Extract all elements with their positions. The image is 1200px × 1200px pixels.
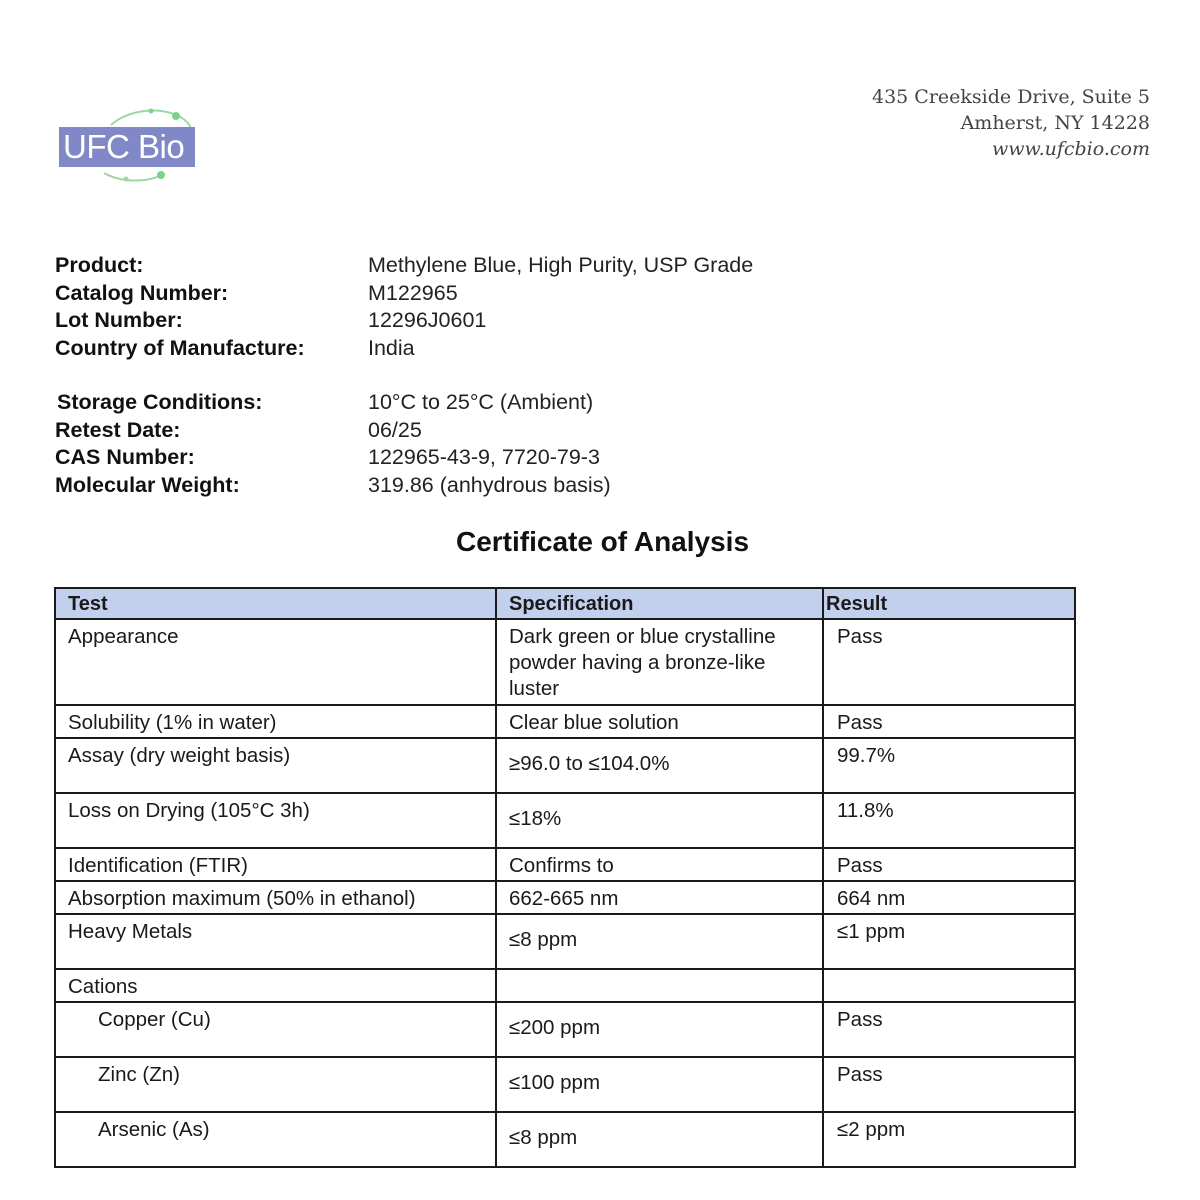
- info-value: 122965-43-9, 7720-79-3: [368, 445, 600, 469]
- result-cell: Pass: [823, 705, 1075, 738]
- info-row-product: [55, 252, 753, 280]
- result-cell: ≤2 ppm: [823, 1112, 1075, 1167]
- column-header-result: Result: [823, 588, 1075, 619]
- result-cell: Pass: [823, 848, 1075, 881]
- info-label: Catalog Number:: [55, 280, 229, 305]
- info-row-retest-date: [55, 417, 611, 445]
- test-cell: Arsenic (As): [55, 1112, 496, 1167]
- table-row: [55, 881, 1075, 914]
- result-cell: 11.8%: [823, 793, 1075, 848]
- info-label: Storage Conditions:: [57, 390, 263, 414]
- spec-cell: [496, 969, 823, 1002]
- info-label: Country of Manufacture:: [55, 335, 305, 360]
- test-cell: Absorption maximum (50% in ethanol): [55, 881, 496, 914]
- spec-cell: Confirms to: [496, 848, 823, 881]
- document-title: Certificate of Analysis: [455, 526, 750, 557]
- info-label: Molecular Weight:: [55, 472, 240, 497]
- info-label: Retest Date:: [55, 417, 181, 442]
- storage-info-block: [55, 389, 611, 499]
- test-cell: Zinc (Zn): [55, 1057, 496, 1112]
- table-row: [55, 738, 1075, 793]
- table-row: [55, 793, 1075, 848]
- table-row: [55, 1002, 1075, 1057]
- company-logo: [56, 105, 201, 185]
- info-label: CAS Number:: [55, 445, 195, 469]
- table-row: [55, 969, 1075, 1002]
- spec-cell: ≤8 ppm: [496, 914, 823, 969]
- result-cell: Pass: [823, 1002, 1075, 1057]
- info-value: India: [368, 335, 415, 360]
- result-cell: 664 nm: [823, 881, 1075, 914]
- info-value: 12296J0601: [368, 308, 487, 332]
- test-cell: Solubility (1% in water): [55, 705, 496, 738]
- test-cell: Identification (FTIR): [55, 848, 496, 881]
- result-cell: [823, 969, 1075, 1002]
- analysis-table: [54, 587, 1076, 1168]
- result-cell: Pass: [823, 1057, 1075, 1112]
- spec-cell: Clear blue solution: [496, 705, 823, 738]
- info-value: Methylene Blue, High Purity, USP Grade: [368, 253, 754, 277]
- table-row: [55, 619, 1075, 705]
- column-header-specification: Specification: [496, 588, 823, 619]
- table-header-row: [55, 588, 1075, 619]
- address-line-1: 435 Creekside Drive, Suite 5: [872, 86, 1150, 108]
- logo-text: UFC Bio: [63, 128, 185, 165]
- test-cell: Heavy Metals: [55, 914, 496, 969]
- table-row: [55, 914, 1075, 969]
- test-cell: Loss on Drying (105°C 3h): [55, 793, 496, 848]
- test-cell: Copper (Cu): [55, 1002, 496, 1057]
- table-row: [55, 848, 1075, 881]
- result-cell: 99.7%: [823, 738, 1075, 793]
- product-info-block: [55, 252, 753, 362]
- test-cell: Assay (dry weight basis): [55, 738, 496, 793]
- table-row: [55, 705, 1075, 738]
- info-row-cas-number: [55, 444, 611, 472]
- spec-cell: Dark green or blue crystalline powder having a bronze-like luster: [496, 619, 823, 705]
- column-header-test: Test: [55, 588, 496, 619]
- spec-cell: ≤100 ppm: [496, 1057, 823, 1112]
- result-cell: Pass: [823, 619, 1075, 705]
- test-cell: Cations: [55, 969, 496, 1002]
- info-label: Lot Number:: [55, 308, 183, 332]
- info-value: 10°C to 25°C (Ambient): [368, 390, 594, 414]
- table-row: [55, 1112, 1075, 1167]
- info-row-molecular-weight: [55, 472, 611, 500]
- info-value: 319.86 (anhydrous basis): [368, 472, 611, 497]
- result-cell: ≤1 ppm: [823, 914, 1075, 969]
- info-value: 06/25: [368, 417, 422, 442]
- spec-cell: ≥96.0 to ≤104.0%: [496, 738, 823, 793]
- info-row-country: [55, 335, 753, 363]
- address-line-2: Amherst, NY 14228: [960, 112, 1150, 134]
- company-address: [872, 84, 1150, 162]
- spec-cell: ≤8 ppm: [496, 1112, 823, 1167]
- info-row-storage: [55, 389, 611, 417]
- test-cell: Appearance: [55, 619, 496, 705]
- spec-cell: 662-665 nm: [496, 881, 823, 914]
- info-label: Product:: [55, 253, 144, 277]
- spec-cell: ≤18%: [496, 793, 823, 848]
- info-row-catalog-number: [55, 280, 753, 308]
- info-row-lot-number: [55, 307, 753, 335]
- website-link[interactable]: www.ufcbio.com: [992, 138, 1150, 160]
- spec-cell: ≤200 ppm: [496, 1002, 823, 1057]
- table-row: [55, 1057, 1075, 1112]
- info-value: M122965: [368, 280, 458, 305]
